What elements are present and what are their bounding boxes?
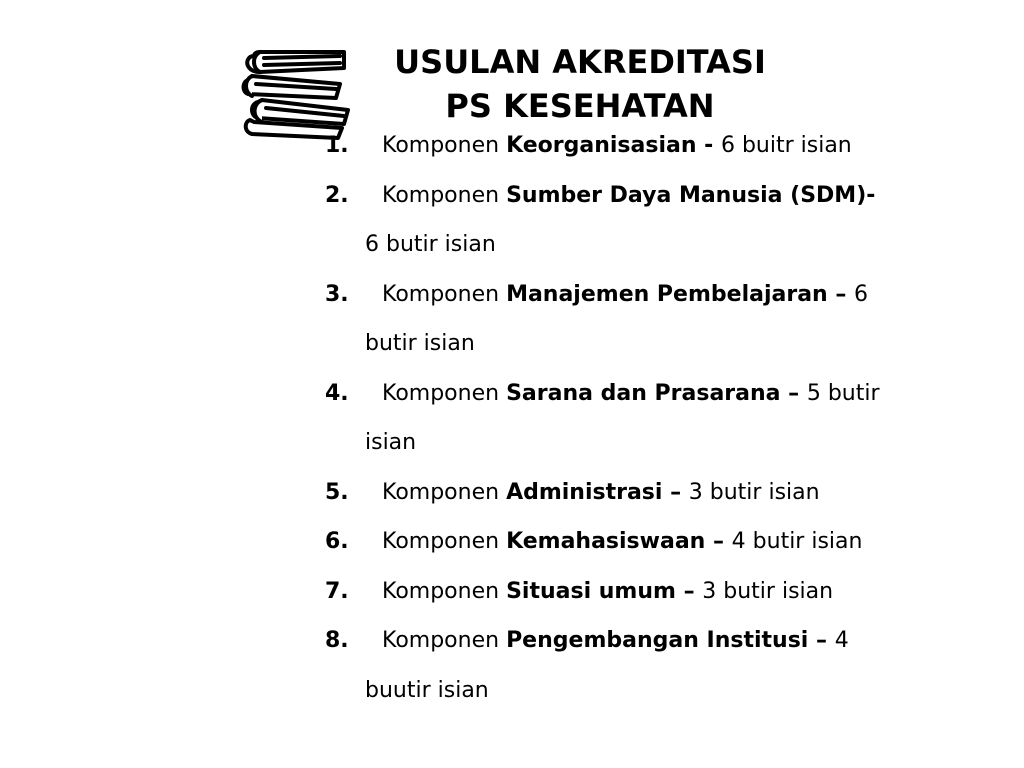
item-prefix: Komponen bbox=[382, 578, 507, 604]
item-count-part-1: 4 bbox=[834, 628, 849, 653]
item-name: Manajemen Pembelajaran bbox=[506, 281, 828, 307]
list-item-3 bbox=[325, 270, 965, 369]
item-dash: - bbox=[866, 182, 876, 208]
item-count: 4 butir isian bbox=[731, 529, 863, 554]
item-count-part-2: butir isian bbox=[365, 331, 475, 356]
item-count-part-2: buutir isian bbox=[365, 677, 489, 703]
item-prefix: Komponen bbox=[382, 281, 507, 307]
item-name: Keorganisasian bbox=[506, 133, 697, 158]
slide-title bbox=[350, 40, 810, 128]
item-prefix: Komponen bbox=[382, 479, 507, 505]
component-list bbox=[325, 121, 965, 715]
item-count: 3 butir isian bbox=[688, 479, 820, 505]
item-prefix: Komponen bbox=[382, 380, 507, 406]
item-name: Administrasi bbox=[506, 479, 663, 505]
item-prefix: Komponen bbox=[382, 133, 507, 158]
item-dash: – bbox=[705, 529, 732, 554]
item-name: Kemahasiswaan bbox=[506, 529, 706, 554]
item-count: 6 buitr isian bbox=[720, 133, 852, 158]
item-dash: - bbox=[696, 133, 721, 158]
title-line-2: PS KESEHATAN bbox=[445, 87, 715, 125]
item-number: 7. bbox=[325, 578, 349, 604]
item-dash: – bbox=[780, 380, 807, 406]
item-count: 3 butir isian bbox=[702, 578, 834, 604]
item-name: Sarana dan Prasarana bbox=[506, 380, 781, 406]
item-prefix: Komponen bbox=[382, 182, 507, 208]
title-line-1: USULAN AKREDITASI bbox=[394, 43, 766, 81]
item-number: 3. bbox=[325, 281, 349, 307]
item-dash: – bbox=[675, 578, 703, 604]
item-count-part-1: 5 butir bbox=[806, 380, 880, 406]
item-count-part-1: 6 bbox=[854, 281, 869, 307]
item-dash: – bbox=[827, 281, 855, 307]
item-number: 4. bbox=[325, 380, 349, 406]
item-number: 8. bbox=[325, 628, 349, 653]
list-item-2 bbox=[325, 171, 965, 270]
list-item-4 bbox=[325, 369, 965, 468]
list-item-1 bbox=[325, 121, 965, 171]
item-number: 2. bbox=[325, 182, 349, 208]
list-item-7 bbox=[325, 567, 965, 617]
item-number: 1. bbox=[325, 133, 349, 158]
item-dash: – bbox=[662, 479, 689, 505]
item-prefix: Komponen bbox=[382, 529, 507, 554]
list-item-8 bbox=[325, 616, 965, 715]
item-name: Sumber Daya Manusia (SDM) bbox=[506, 182, 867, 208]
item-name: Pengembangan Institusi bbox=[506, 628, 809, 653]
item-dash: – bbox=[808, 628, 835, 653]
list-item-6 bbox=[325, 517, 965, 567]
item-number: 6. bbox=[325, 529, 349, 554]
item-prefix: Komponen bbox=[382, 628, 507, 653]
list-item-5 bbox=[325, 468, 965, 518]
item-count-part-2: isian bbox=[365, 430, 417, 455]
item-count: 6 butir isian bbox=[365, 232, 496, 257]
item-name: Situasi umum bbox=[506, 578, 676, 604]
item-number: 5. bbox=[325, 479, 349, 505]
